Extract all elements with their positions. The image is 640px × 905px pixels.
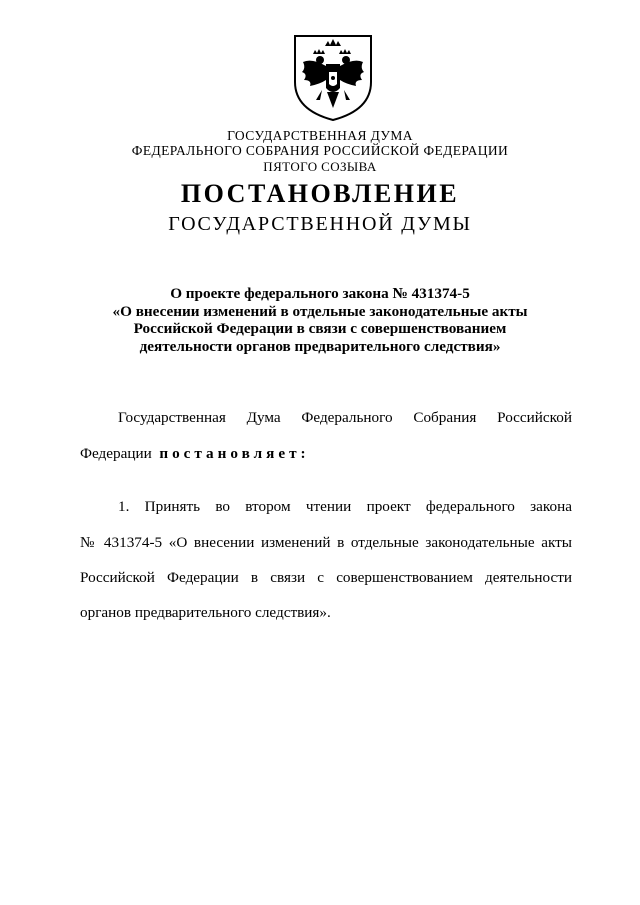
item1-line1: 1. Принять во втором чтении проект федерального закона	[118, 498, 572, 515]
document-subject	[0, 285, 640, 355]
document-type-title: ПОСТАНОВЛЕНИЕ	[180, 179, 460, 208]
org-name-line2: ФЕДЕРАЛЬНОГО СОБРАНИЯ РОССИЙСКОЙ ФЕДЕРАЦИИ	[131, 143, 509, 158]
item1-line4: органов предварительного следствия».	[80, 604, 331, 621]
subject-line: деятельности органов предварительного следствия»	[139, 337, 501, 355]
resolution-verb: постановляет:	[159, 445, 310, 462]
intro-line1: Государственная Дума Федерального Собрания Российской	[118, 409, 572, 426]
coat-of-arms-emblem	[292, 34, 374, 122]
intro-line2	[80, 445, 572, 463]
intro-prefix: Федерации	[80, 445, 152, 462]
org-name-line1: ГОСУДАРСТВЕННАЯ ДУМА	[227, 128, 413, 143]
subject-line: Российской Федерации в связи с совершенствованием	[133, 320, 507, 337]
item1-line3: Российской Федерации в связи с совершенствованием деятельности	[80, 569, 572, 586]
convocation-line: ПЯТОГО СОЗЫВА	[263, 159, 377, 174]
subject-line: «О внесении изменений в отдельные законодательные акты	[112, 302, 528, 320]
item1-line2: № 431374-5 «О внесении изменений в отдельные законодательные акты	[80, 534, 572, 551]
document-type-subtitle: ГОСУДАРСТВЕННОЙ ДУМЫ	[168, 213, 472, 235]
subject-line: О проекте федерального закона № 431374-5	[170, 285, 470, 302]
